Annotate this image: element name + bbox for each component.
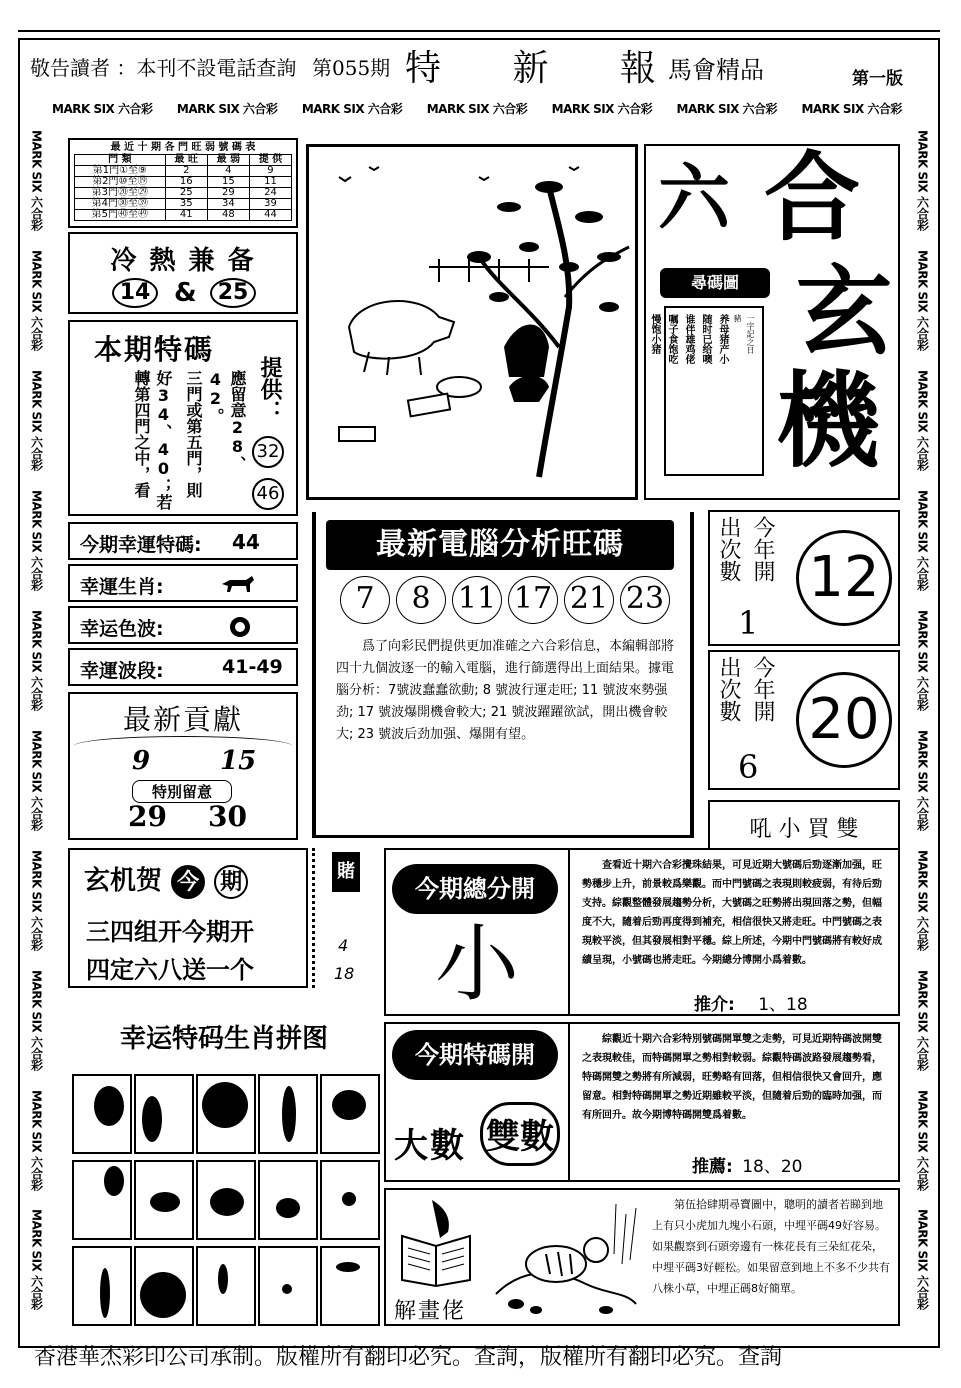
table-cell: 35 (165, 199, 207, 210)
strip-label: MARK SIX 六合彩 (915, 130, 930, 231)
special-divider (568, 1024, 570, 1180)
strip-label: MARK SIX 六合彩 (29, 1209, 44, 1310)
computer-number: 7 (340, 576, 390, 624)
computer-text: 爲了向彩民們提供更加准確之六合彩信息，本編輯部將四十九個波逐一的輸入電腦，進行篩選得出上面結果。據電腦分析：7號波蠢蠢欲動; 8 號波行運走旺; 11 號波來勢强劲; 17 號波爆開機會較大; 21 號波躍躍欲試，開出機會較大; 23 號波后劲加强、爆開有望。 (336, 639, 675, 742)
table-cell: 9 (249, 166, 291, 177)
puzzle-piece (320, 1246, 380, 1326)
table-cell: 44 (249, 210, 291, 221)
strip-label: MARK SIX 六合彩 (52, 102, 153, 116)
puzzle-piece (134, 1246, 194, 1326)
table-row (75, 210, 292, 221)
special-provide: 提供： (257, 356, 282, 422)
table-cell: 39 (249, 199, 291, 210)
contribution-note: 特別留意 (132, 780, 232, 803)
table-row (75, 166, 292, 177)
special-open-label: 今期特碼開 (392, 1030, 558, 1080)
strip-label: MARK SIX 六合彩 (29, 489, 44, 591)
table-cell: 16 (165, 177, 207, 188)
header-issue: 第055期 (312, 56, 391, 80)
poem-line: 慢饱小猪 (649, 314, 660, 354)
poem-line: 随时已给噢 (700, 314, 711, 364)
strip-label: MARK SIX 六合彩 (915, 729, 930, 831)
strip-label: MARK SIX 六合彩 (915, 489, 930, 591)
side-number-2: 18 (334, 964, 355, 983)
puzzle-piece (196, 1074, 256, 1154)
contribution-wave (74, 736, 292, 756)
puzzle-piece (72, 1246, 132, 1326)
special-number-1: 32 (252, 436, 284, 468)
appearance-box-2 (708, 650, 900, 790)
appear-1-count: 1 (738, 604, 759, 642)
puzzle-piece (134, 1074, 194, 1154)
number-table-box (68, 138, 298, 228)
puzzle-piece (258, 1160, 318, 1240)
special-col-1: 好34、40；若轉第四門之中，看 (132, 370, 173, 510)
lucky-range-row (68, 648, 298, 686)
poem-scroll (649, 306, 764, 476)
puzzle-piece (320, 1160, 380, 1240)
top-mark-strip (52, 100, 902, 122)
strip-label: MARK SIX 六合彩 (29, 849, 44, 951)
xuanji-title-3: 期 (214, 865, 248, 899)
table-cell: 48 (207, 210, 249, 221)
strip-label: MARK SIX 六合彩 (29, 249, 44, 351)
strip-label: MARK SIX 六合彩 (29, 729, 44, 831)
farm-illustration (309, 147, 635, 497)
lucky-range-label: 幸運波段: (80, 660, 164, 682)
total-open-big: 小 (434, 915, 519, 1013)
table-cell: 11 (249, 177, 291, 188)
side-badge: 賭 (332, 852, 360, 892)
table-header: 提 供 (249, 155, 291, 166)
computer-number: 17 (508, 576, 558, 624)
strip-label: MARK SIX 六合彩 (915, 369, 930, 471)
xuan-logo-box (644, 141, 900, 500)
table-header: 最 弱 (207, 155, 249, 166)
table-header: 門 類 (75, 155, 166, 166)
strip-label: MARK SIX 六合彩 (915, 849, 930, 951)
hot-cold-title: 冷 熱 兼 备 (110, 246, 256, 276)
xuanji-line-2: 四定六八送一个 (86, 956, 254, 984)
special-open-word-2: 雙數 (480, 1102, 560, 1166)
contribution-number-3: 29 (128, 800, 167, 833)
strip-label: MARK SIX 六合彩 (551, 102, 653, 116)
puzzle-piece (72, 1160, 132, 1240)
total-open-text: 查看近十期六合彩攪珠結果，可見近期大號碼后勁逐漸加强，旺勢穩步上升，前景較爲樂觀。而中門號碼之表現則較疲弱，有待后勁支持。綜觀整體發展趨勢分析，大號碼之旺勢將出現回落之勢，但幅度不大，隨着后勁再度得到補充，相信很快又將走旺。中門號碼之表現較平淡，但其發展相對平穩。綜上所述，今期中門號碼將有較好成績呈現，小號碼也將走旺。今期總分博開小爲着數。 (582, 860, 882, 966)
computer-number: 23 (620, 576, 670, 624)
appear-2-number: 20 (796, 672, 892, 768)
footer-line: 香港華杰彩印公司承制。版權所有翻印必究。查詢，版權所有翻印必究。查詢 (34, 1345, 783, 1370)
poem-line: 豬 (733, 314, 742, 322)
table-cell: 第1門①至⑨ (75, 166, 166, 177)
contribution-number-2: 15 (220, 746, 257, 776)
hot-number-1: 14 (112, 278, 158, 308)
special-number-2: 46 (252, 478, 284, 510)
strip-label: MARK SIX 六合彩 (29, 130, 44, 231)
contribution-title: 最新貢獻 (122, 703, 243, 736)
contribution-number-1: 9 (132, 746, 151, 776)
table-cell: 第2門⑩至⑲ (75, 177, 166, 188)
special-box (68, 320, 298, 516)
horse-icon (220, 574, 256, 594)
appear-1-label-a: 出次數 (716, 516, 741, 582)
table-cell: 第3門⑳至㉙ (75, 188, 166, 199)
computer-number: 21 (564, 576, 614, 624)
total-open-label: 今期總分開 (392, 864, 558, 914)
appear-1-number: 12 (796, 530, 892, 626)
table-cell: 4 (207, 166, 249, 177)
special-open-word-1: 大數 (394, 1126, 466, 1166)
lucky-code-row (68, 522, 298, 560)
poem-line: 一字記之日 (746, 314, 755, 354)
puzzle-piece (258, 1246, 318, 1326)
poem-line: 嘱子食饱吃 (666, 314, 677, 364)
table-row (75, 188, 292, 199)
lucky-range-value: 41-49 (222, 656, 283, 678)
table-cell: 41 (165, 210, 207, 221)
strip-label: MARK SIX 六合彩 (915, 609, 930, 711)
puzzle-piece (134, 1160, 194, 1240)
puzzle-piece (258, 1074, 318, 1154)
computer-number: 8 (396, 576, 446, 624)
left-mark-strip (26, 130, 48, 1310)
number-table (74, 154, 292, 221)
hot-cold-box (68, 232, 298, 314)
side-column (312, 848, 372, 988)
strip-label: MARK SIX 六合彩 (301, 102, 403, 116)
table-cell: 第4門㉚至㊴ (75, 199, 166, 210)
header-title: 特 新 報 (405, 48, 686, 89)
puzzle-piece (196, 1246, 256, 1326)
computer-title: 最新電腦分析旺碼 (326, 520, 674, 570)
poem-line: 养母猪产小 (717, 314, 728, 364)
special-title: 本期特碼 (94, 333, 215, 366)
appear-2-count: 6 (738, 748, 759, 786)
special-open-text: 綜觀近十期六合彩特別號碼開單雙之走勢，可見近期特碼波開雙之表現較佳，而特碼開單之勢相對較弱。綜觀特碼波路發展趨勢看，特碼開雙之勢將有所減弱，旺勢略有回落，但相信很快又會回升，應留意。相對特碼開單之勢近期雖較平淡，但隨着后勁的臨時加强，而有所回升。故今期博特碼開雙爲着數。 (582, 1034, 882, 1121)
lucky-zodiac-row (68, 564, 298, 602)
lucky-color-label: 幸运色波: (80, 618, 164, 640)
shout-box (708, 800, 900, 848)
puzzle-title: 幸运特码生肖拼图 (119, 1024, 328, 1054)
puzzle-piece (320, 1074, 380, 1154)
table-cell: 2 (165, 166, 207, 177)
strip-label: MARK SIX 六合彩 (29, 609, 44, 711)
table-header: 最 旺 (165, 155, 207, 166)
right-mark-strip (912, 130, 934, 1310)
hot-number-2: 25 (210, 278, 256, 308)
special-recommend (692, 1152, 802, 1177)
table-row (75, 199, 292, 210)
strip-label: MARK SIX 六合彩 (915, 249, 930, 351)
logo-char-xuan: 玄 (796, 255, 892, 368)
xuanji-title-1: 玄机贺 (84, 866, 163, 896)
special-col-2: 三門或第五門，則 (184, 370, 203, 498)
table-cell: 34 (207, 199, 249, 210)
top-rule (18, 30, 940, 32)
appearance-box-1 (708, 510, 900, 646)
header-subtitle: 馬會精品 (668, 56, 764, 84)
special-col-3: 應留意28、42。 (206, 370, 247, 472)
puzzle-piece (196, 1160, 256, 1240)
appear-2-label-b: 今年開 (750, 656, 775, 722)
xuanji-box (68, 848, 308, 988)
tiger-illustration (486, 1194, 646, 1322)
hot-amp: & (174, 278, 197, 308)
table-cell: 24 (249, 188, 291, 199)
header-notice: 敬告讀者 ：本刊不設電話查詢 (30, 56, 297, 80)
logo-char-liu: 六 (658, 155, 731, 240)
special-recommend-label: 推薦: (692, 1157, 733, 1177)
color-ball-icon (230, 617, 250, 637)
lucky-zodiac-label: 幸運生肖: (80, 576, 164, 598)
total-recommend (694, 990, 808, 1015)
xuanji-title-2: 今 (171, 865, 205, 899)
total-open-box (384, 848, 900, 1016)
table-cell: 25 (165, 188, 207, 199)
computer-number: 11 (452, 576, 502, 624)
strip-label: MARK SIX 六合彩 (426, 102, 528, 116)
table-row (75, 177, 292, 188)
lucky-code-value: 44 (232, 530, 260, 554)
total-divider (568, 850, 570, 1014)
puzzle-piece (72, 1074, 132, 1154)
appear-2-label-a: 出次數 (716, 656, 741, 722)
contribution-number-4: 30 (208, 800, 247, 833)
lucky-color-row (68, 606, 298, 644)
special-recommend-value: 18、20 (742, 1157, 803, 1177)
shout-title: 吼 小 買 雙 (749, 817, 859, 842)
logo-char-ji: 機 (776, 359, 881, 482)
contribution-box (68, 692, 298, 840)
strip-label: MARK SIX 六合彩 (915, 969, 930, 1071)
riddle-box (384, 1188, 900, 1326)
strip-label: MARK SIX 六合彩 (801, 102, 902, 116)
side-number-1: 4 (338, 936, 349, 955)
strip-label: MARK SIX 六合彩 (176, 102, 278, 116)
xuanji-title (84, 860, 248, 899)
riddle-text: 第伍拾肆期尋寶圖中，聰明的讀者若睇到地上有只小虎加九塊小石頭，中埋平碼49好容易。如果觀察到石頭旁邊有一株花長有三朵紅花朵，中埋平碼3好輕松。如果留意到地上不多不少共有八株小草，中埋正碼8好簡單。 (652, 1198, 890, 1295)
table-cell: 15 (207, 177, 249, 188)
dotted-line (312, 848, 315, 988)
book-illustration (392, 1196, 480, 1286)
table-cell: 第5門㊵至㊾ (75, 210, 166, 221)
computer-numbers (340, 576, 670, 626)
strip-label: MARK SIX 六合彩 (915, 1089, 930, 1190)
total-recommend-value: 1、18 (758, 995, 808, 1015)
header-edition: 第一版 (852, 69, 903, 89)
strip-label: MARK SIX 六合彩 (29, 1089, 44, 1190)
logo-char-he: 合 (764, 141, 860, 254)
table-title: 最 近 十 期 各 門 旺 弱 號 碼 表 (110, 142, 256, 153)
xuanji-line-1: 三四组开今期开 (86, 918, 254, 946)
riddle-label: 解畫佬 (394, 1299, 467, 1324)
strip-label: MARK SIX 六合彩 (29, 969, 44, 1071)
lucky-code-label: 今期幸運特碼: (80, 534, 202, 556)
poem-line: 谁伴雄鸡佬 (683, 314, 694, 364)
strip-label: MARK SIX 六合彩 (29, 369, 44, 471)
appear-1-label-b: 今年開 (750, 516, 775, 582)
total-recommend-label: 推介: (694, 995, 735, 1015)
strip-label: MARK SIX 六合彩 (915, 1209, 930, 1310)
illustration-box (306, 144, 638, 500)
table-cell: 29 (207, 188, 249, 199)
scroll-title: 尋碼圖 (660, 268, 770, 298)
special-open-box (384, 1022, 900, 1182)
strip-label: MARK SIX 六合彩 (676, 102, 778, 116)
